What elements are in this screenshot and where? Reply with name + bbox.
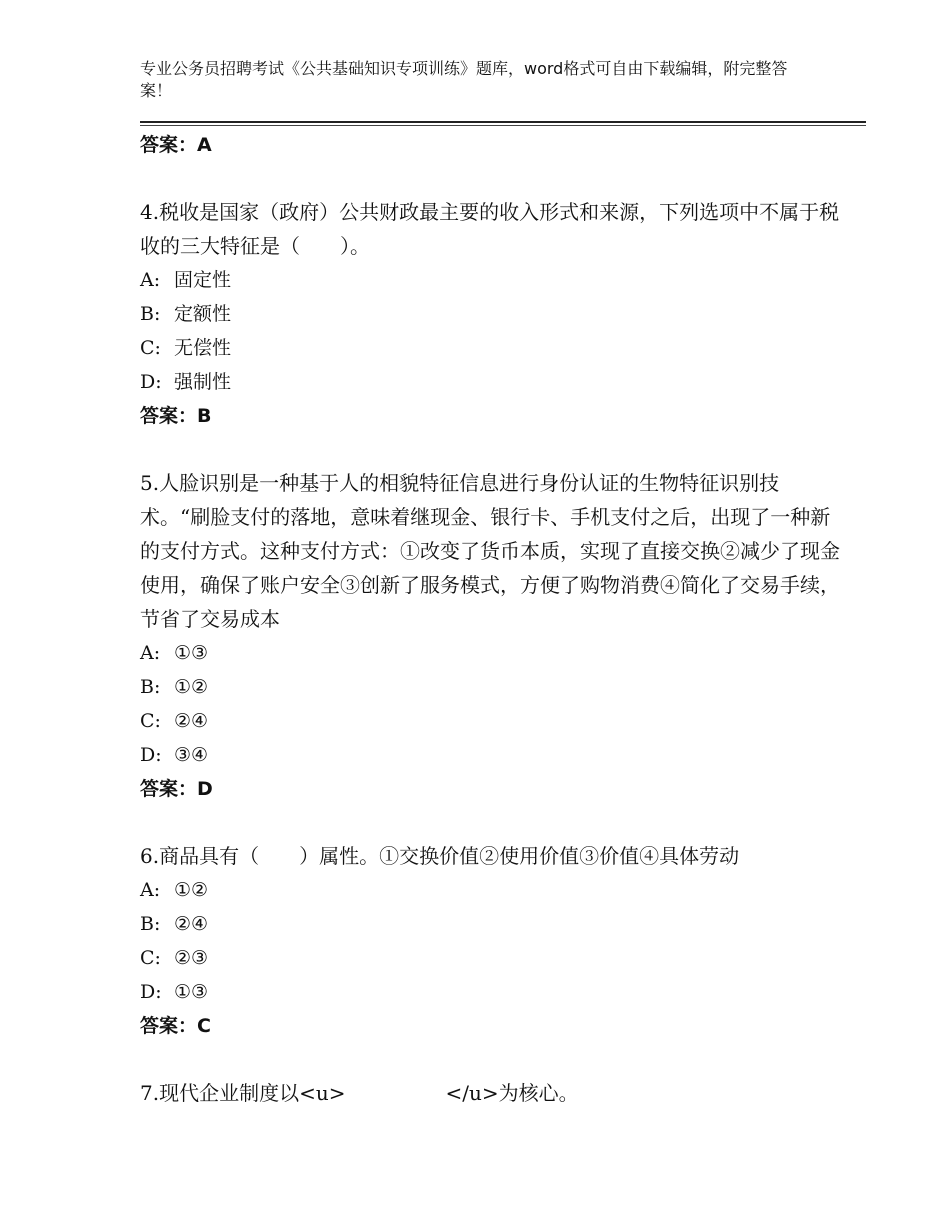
option-letter: C: (140, 947, 161, 969)
header-rule-thick (140, 121, 866, 123)
question-4 (140, 195, 840, 433)
option-letter: C: (140, 710, 161, 732)
option-text: ②④ (174, 913, 209, 935)
option-text: ②④ (174, 710, 209, 732)
option-c (140, 704, 840, 738)
option-c (140, 331, 840, 365)
document-header: 专业公务员招聘考试《公共基础知识专项训练》题库，word格式可自由下载编辑，附完整答案！ (140, 59, 788, 100)
option-text: ①② (174, 879, 209, 901)
option-letter: B: (140, 303, 161, 325)
question-7 (140, 1076, 840, 1110)
answer-label: 答案：D (140, 778, 213, 800)
option-text: ②③ (174, 947, 209, 969)
question-list (140, 128, 840, 1110)
question-6 (140, 839, 840, 1043)
question-5 (140, 466, 840, 806)
option-text: 定额性 (174, 303, 232, 325)
option-b (140, 907, 840, 941)
option-d (140, 738, 840, 772)
option-a (140, 263, 840, 297)
option-letter: A: (140, 269, 161, 291)
option-letter: D: (140, 744, 162, 766)
option-d (140, 975, 840, 1009)
question-stem: 7.现代企业制度以<u> </u>为核心。 (140, 1081, 579, 1105)
option-letter: D: (140, 371, 162, 393)
option-b (140, 670, 840, 704)
option-letter: A: (140, 879, 161, 901)
option-text: ③④ (174, 744, 209, 766)
option-letter: B: (140, 676, 161, 698)
option-a (140, 873, 840, 907)
option-text: 无偿性 (174, 337, 232, 359)
option-letter: A: (140, 642, 161, 664)
option-d (140, 365, 840, 399)
option-letter: C: (140, 337, 161, 359)
option-text: ①③ (174, 642, 209, 664)
answer-label: 答案：C (140, 1015, 211, 1037)
question-stem: 5.人脸识别是一种基于人的相貌特征信息进行身份认证的生物特征识别技术。“刷脸支付的落地，意味着继现金、银行卡、手机支付之后，出现了一种新的支付方式。这种支付方式：①改变了货币本质，实现了直接交换②减少了现金使用，确保了账户安全③创新了服务模式，方便了购物消费④简化了交易手续，节省了交易成本 (140, 471, 840, 631)
option-text: 固定性 (174, 269, 232, 291)
option-text: ①③ (174, 981, 209, 1003)
option-c (140, 941, 840, 975)
option-letter: D: (140, 981, 162, 1003)
answer-label: 答案：B (140, 405, 212, 427)
option-b (140, 297, 840, 331)
header-rule-thin (140, 125, 866, 126)
option-a (140, 636, 840, 670)
option-letter: B: (140, 913, 161, 935)
previous-answer: 答案：A (140, 134, 212, 156)
option-text: ①② (174, 676, 209, 698)
question-stem: 6.商品具有（ ）属性。①交换价值②使用价值③价值④具体劳动 (140, 844, 740, 868)
question-stem: 4.税收是国家（政府）公共财政最主要的收入形式和来源，下列选项中不属于税收的三大特征是（ ）。 (140, 200, 840, 258)
option-text: 强制性 (174, 371, 232, 393)
